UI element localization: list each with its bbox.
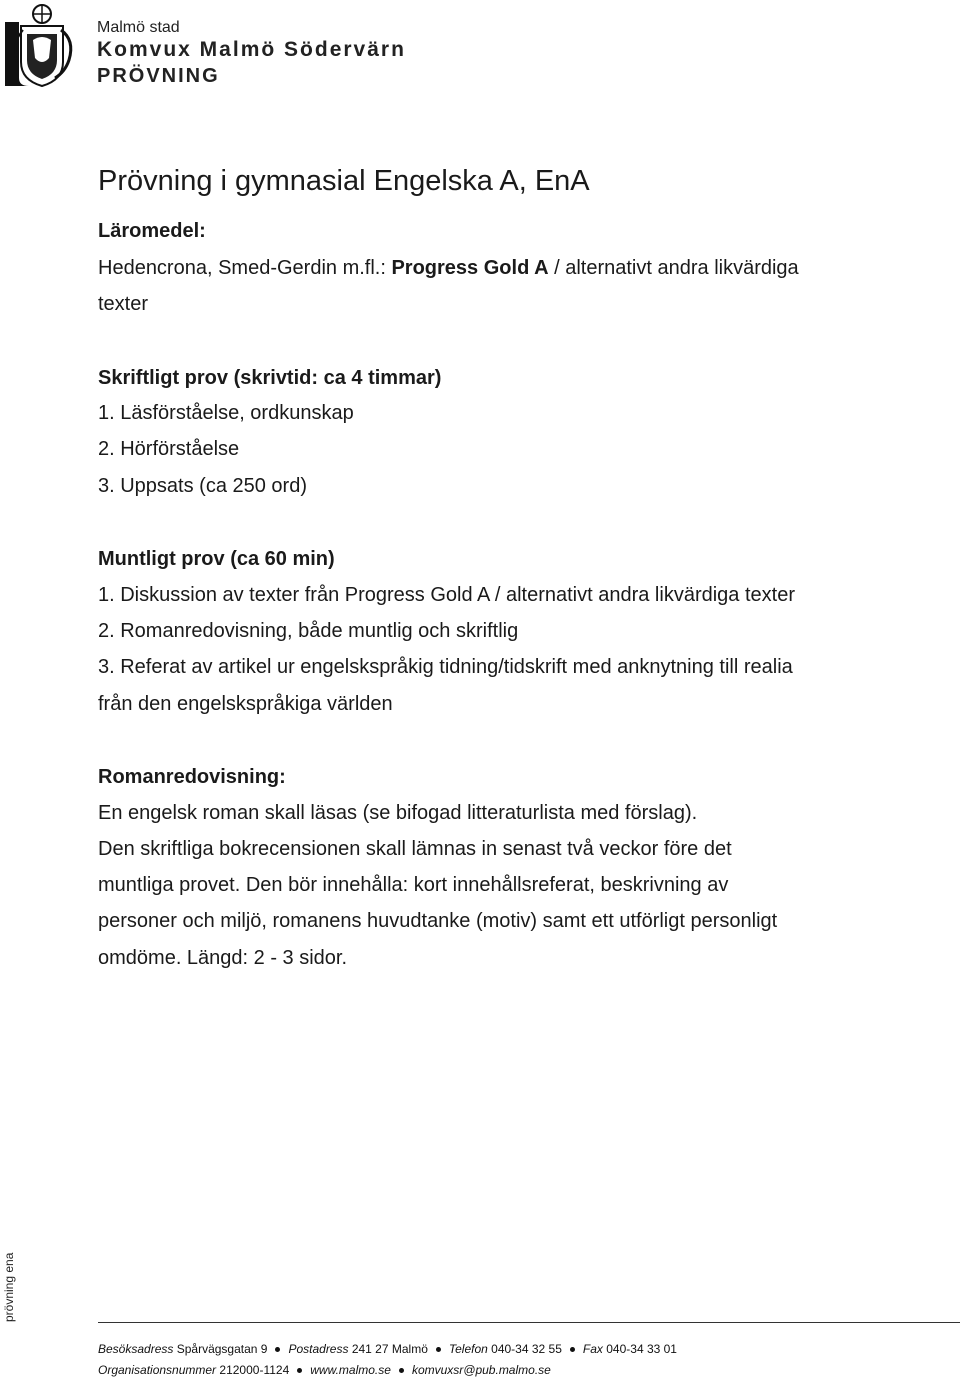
header-school: Komvux Malmö Södervärn [97,38,406,61]
footer-divider [98,1322,960,1323]
footer-line-2 [98,1363,551,1377]
document-title: Prövning i gymnasial Engelska A, EnA [98,165,590,197]
textbook-heading: Läromedel: [98,220,206,242]
visit-label: Besöksadress [98,1342,174,1356]
novel-line-3: muntliga provet. Den bör innehålla: kort innehållsreferat, beskrivning av [98,874,729,896]
oral-item-2: 2. Romanredovisning, både muntlig och skriftlig [98,620,519,642]
written-exam-heading: Skriftligt prov (skrivtid: ca 4 timmar) [98,367,442,389]
org-label: Organisationsnummer [98,1363,217,1377]
fax-label: Fax [582,1342,603,1356]
textbook-line-1 [98,256,799,280]
malmo-coat-of-arms-icon [3,0,85,88]
post-label: Postadress [288,1342,349,1356]
oral-item-1: 1. Diskussion av texter från Progress Gold A / alternativt andra likvärdiga texter [98,584,795,606]
oral-item-3: 3. Referat av artikel ur engelskspråkig tidning/tidskrift med anknytning till realia [98,656,793,678]
footer-line-1 [98,1342,677,1356]
bullet-icon [297,1368,302,1373]
novel-line-2: Den skriftliga bokrecensionen skall lämnas in senast två veckor före det [98,838,732,860]
phone-number: 040-34 32 55 [491,1342,562,1356]
written-item-3: 3. Uppsats (ca 250 ord) [98,475,307,497]
email-link[interactable]: komvuxsr@pub.malmo.se [411,1363,551,1377]
visit-address: Spårvägsgatan 9 [176,1342,268,1356]
novel-line-1: En engelsk roman skall läsas (se bifogad litteraturlista med förslag). [98,802,698,824]
bullet-icon [436,1347,441,1352]
oral-item-3-continued: från den engelskspråkiga världen [98,693,393,715]
phone-label: Telefon [448,1342,488,1356]
header-department: PRÖVNING [97,65,220,87]
bullet-icon [275,1347,280,1352]
side-label: prövning ena [2,1252,16,1322]
bullet-icon [570,1347,575,1352]
post-address: 241 27 Malmö [351,1342,428,1356]
written-item-1: 1. Läsförståelse, ordkunskap [98,402,354,424]
website-link[interactable]: www.malmo.se [310,1363,391,1377]
novel-line-4: personer och miljö, romanens huvudtanke (motiv) samt ett utförligt personligt [98,910,778,932]
bullet-icon [399,1368,404,1373]
novel-line-5: omdöme. Längd: 2 - 3 sidor. [98,947,348,969]
textbook-title: Progress Gold A [391,257,549,279]
fax-number: 040-34 33 01 [606,1342,677,1356]
novel-heading: Romanredovisning: [98,766,286,788]
org-number: 212000-1124 [219,1363,290,1377]
header-city: Malmö stad [97,19,180,36]
textbook-line-2: texter [98,293,149,315]
textbook-authors: Hedencrona, Smed-Gerdin m.fl.: [98,257,392,279]
textbook-alternative: / alternativt andra likvärdiga [548,257,799,279]
written-item-2: 2. Hörförståelse [98,438,240,460]
oral-exam-heading: Muntligt prov (ca 60 min) [98,548,335,570]
